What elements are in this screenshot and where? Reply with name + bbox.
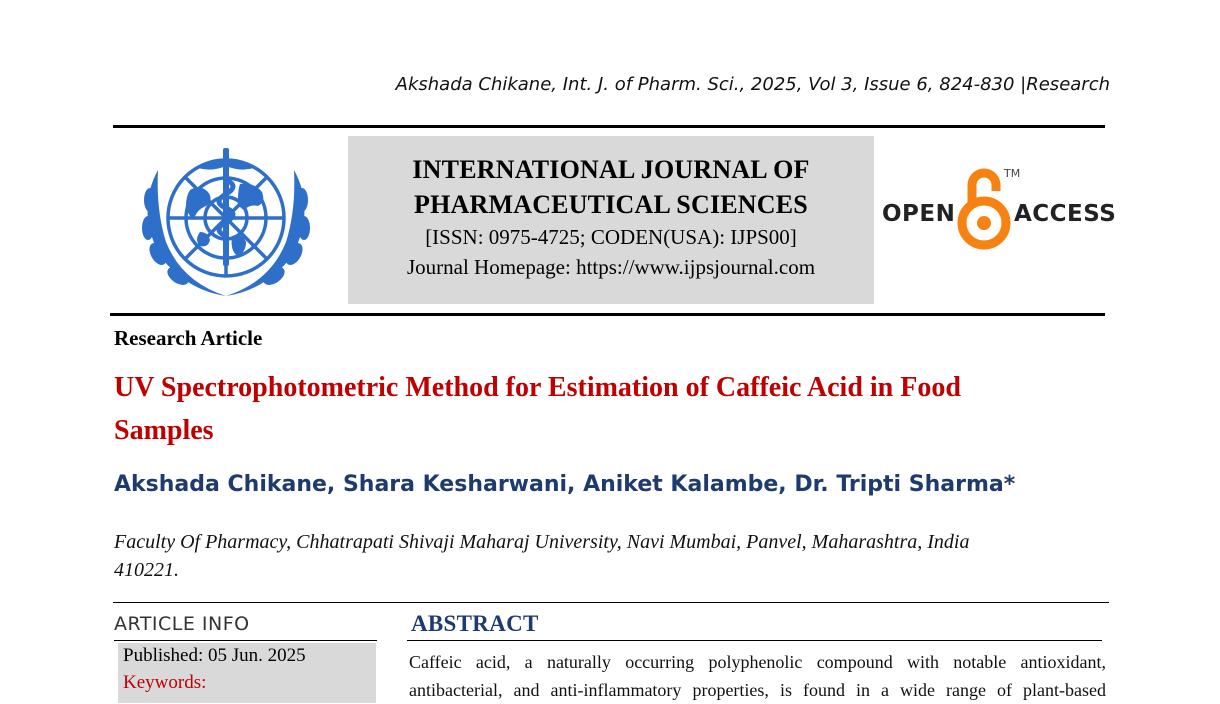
- open-access-left-text: OPEN: [882, 201, 956, 227]
- author-list: Akshada Chikane, Shara Kesharwani, Aniket Kalambe, Dr. Tripti Sharma*: [114, 472, 1016, 497]
- journal-title-line1: INTERNATIONAL JOURNAL OF: [412, 155, 810, 184]
- affiliation-line1: Faculty Of Pharmacy, Chhatrapati Shivaji Maharaj University, Navi Mumbai, Panvel, Maharashtra, India: [114, 531, 970, 553]
- journal-title-line2: PHARMACEUTICAL SCIENCES: [414, 190, 808, 219]
- globe-emblem-icon: [128, 140, 324, 305]
- abstract-rule: [407, 640, 1102, 641]
- open-access-logo: [880, 165, 1117, 253]
- journal-homepage: Journal Homepage: https://www.ijpsjournal.com: [406, 255, 816, 279]
- header-top-rule: [113, 125, 1105, 128]
- abstract-line2: antibacterial, and anti-inflammatory properties, is found in a wide range of plant-based: [409, 680, 1106, 700]
- affiliation: [114, 528, 1094, 584]
- section-divider: [113, 602, 1109, 603]
- abstract-heading: ABSTRACT: [411, 611, 539, 636]
- abstract-text: [409, 648, 1106, 704]
- journal-masthead: [348, 136, 874, 304]
- article-title-line1: UV Spectrophotometric Method for Estimation of Caffeic Acid in Food: [114, 372, 961, 403]
- article-info-heading: ARTICLE INFO: [114, 613, 250, 635]
- article-title: [114, 366, 1104, 452]
- article-info-box: [118, 643, 376, 703]
- header-bottom-rule: [110, 313, 1105, 316]
- keywords-label: Keywords:: [123, 672, 207, 693]
- published-date: Published: 05 Jun. 2025: [123, 645, 306, 666]
- article-type: Research Article: [114, 326, 263, 350]
- trademark-mark: TM: [1004, 167, 1021, 180]
- article-title-line2: Samples: [114, 415, 214, 446]
- open-access-right-text: ACCESS: [1014, 201, 1117, 227]
- running-header: Akshada Chikane, Int. J. of Pharm. Sci., 2025, Vol 3, Issue 6, 824-830 |Research: [395, 74, 1110, 95]
- journal-issn: [ISSN: 0975-4725; CODEN(USA): IJPS00]: [425, 225, 797, 249]
- abstract-line1: Caffeic acid, a naturally occurring polyphenolic compound with notable antioxidant,: [409, 652, 1106, 672]
- affiliation-line2: 410221.: [114, 559, 179, 581]
- article-info-rule: [114, 640, 377, 641]
